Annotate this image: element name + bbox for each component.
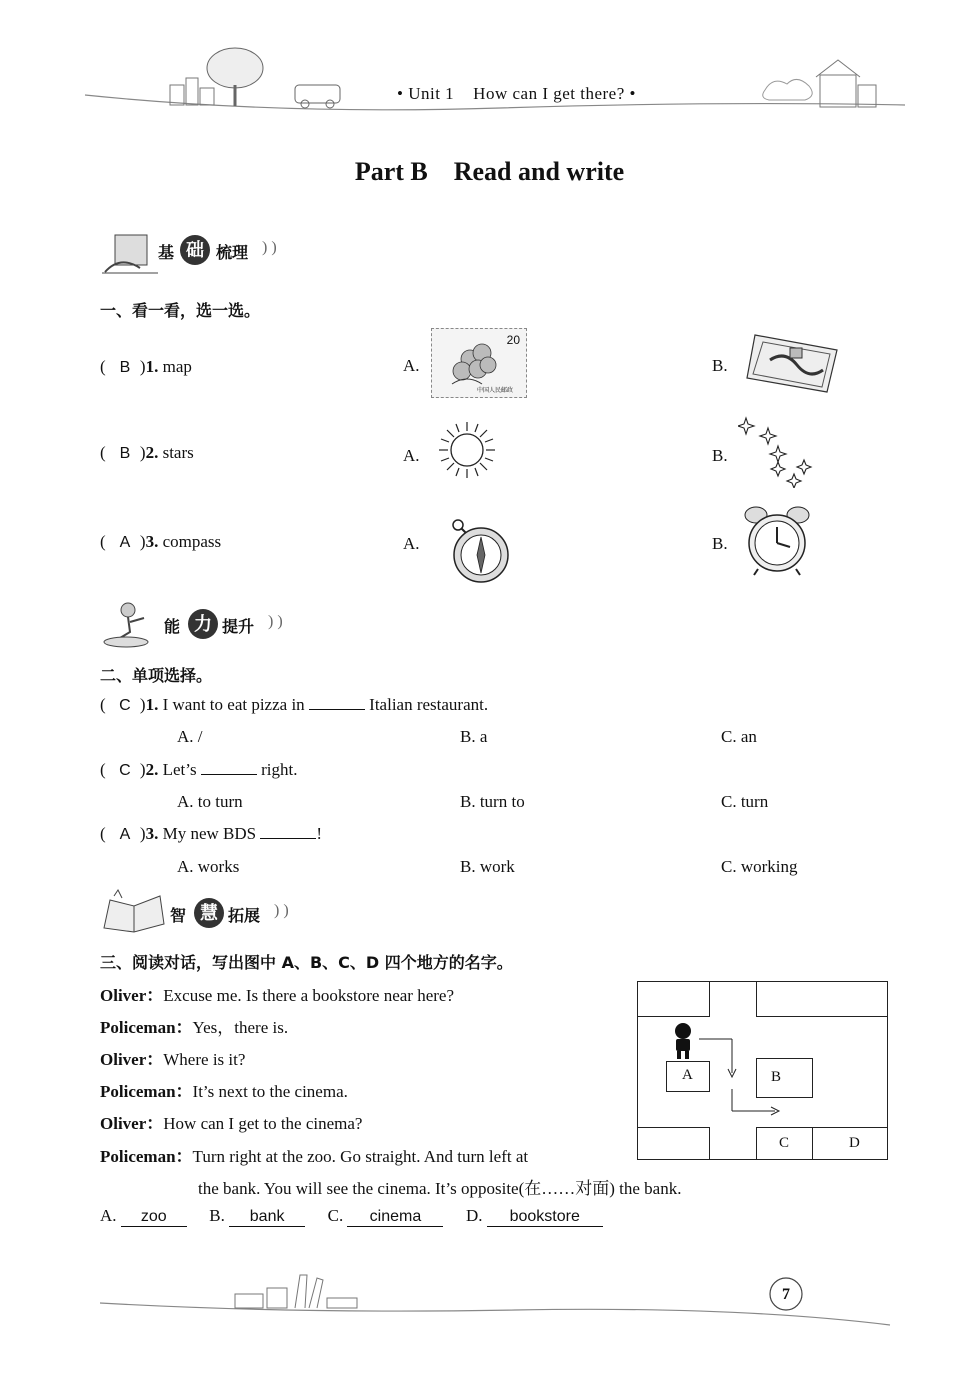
answer[interactable]: C (119, 762, 131, 779)
compass-icon[interactable] (448, 517, 513, 585)
map-block-b: B (756, 1058, 813, 1098)
slide-icon (100, 230, 160, 275)
s1-opt-b-label: B. (712, 446, 728, 465)
answer-b-field[interactable]: bank (229, 1208, 305, 1227)
stamp-icon[interactable]: 20 中国人民邮政 (431, 328, 527, 398)
s2-q2-option-b[interactable]: B. turn to (460, 792, 525, 811)
sun-icon[interactable] (437, 420, 497, 480)
page-title: Part B Read and write (354, 157, 625, 186)
blank (309, 695, 365, 710)
s2-question-3: ( A )3. My new BDS ! (100, 824, 323, 843)
s2-q2-option-c[interactable]: C. turn (721, 792, 769, 811)
map-block-a: A (666, 1061, 710, 1092)
dialogue-line: Oliver：Where is it? (100, 1050, 246, 1069)
answer[interactable]: A (119, 826, 131, 843)
map-block (637, 981, 710, 1017)
bullet-icon: • (624, 84, 636, 103)
answer[interactable]: A (119, 534, 131, 551)
header-unit: • Unit 1 How can I get there? • (397, 84, 636, 103)
map-block-d: D (812, 1127, 888, 1160)
answer-a-field[interactable]: zoo (121, 1208, 187, 1227)
person-icon (675, 1023, 691, 1059)
dialogue-line: Policeman：Turn right at the zoo. Go straight. And turn left at (100, 1147, 529, 1166)
s1-opt-b-label: B. (712, 534, 728, 553)
bullet-icon: • (397, 84, 409, 103)
blank (201, 760, 257, 775)
blank (260, 824, 316, 839)
book-icon (100, 888, 168, 938)
street-map (637, 981, 888, 1160)
dialogue-line: Oliver：How can I get to the cinema? (100, 1114, 363, 1133)
answer[interactable]: B (119, 445, 131, 462)
map-block (637, 1127, 710, 1160)
map-block-c: C (756, 1127, 813, 1160)
s1-opt-a-label: A. (403, 356, 420, 375)
s2-question-1: ( C )1. I want to eat pizza in Italian restaurant. (100, 695, 489, 714)
answer-c-field[interactable]: cinema (347, 1208, 443, 1227)
wave-icon: ) ) (262, 239, 277, 256)
header-decoration (80, 40, 910, 120)
s1-opt-a-label: A. (403, 446, 420, 465)
dialogue-line: Policeman：Yes，there is. (100, 1018, 289, 1037)
s1-opt-b-label: B. (712, 356, 728, 375)
page-number: 7 (782, 1286, 790, 1303)
s2-q1-option-b[interactable]: B. a (460, 727, 488, 746)
answer-d-field[interactable]: bookstore (487, 1208, 603, 1227)
dialogue-line: Policeman：It’s next to the cinema. (100, 1082, 348, 1101)
section3-title: 三、阅读对话，写出图中 A、B、C、D 四个地方的名字。 (100, 953, 513, 972)
map-icon[interactable] (745, 330, 840, 395)
dialogue-line: Oliver：Excuse me. Is there a bookstore near here? (100, 986, 455, 1005)
section2-title: 二、单项选择。 (100, 666, 213, 685)
s2-q3-option-b[interactable]: B. work (460, 857, 515, 876)
map-block (756, 981, 888, 1017)
stars-icon[interactable] (738, 416, 813, 488)
alarm-clock-icon[interactable] (742, 505, 812, 577)
s2-q3-option-c[interactable]: C. working (721, 857, 798, 876)
s2-question-2: ( C )2. Let’s right. (100, 760, 298, 779)
badge-ability: 能 力 提升 ) ) (100, 600, 300, 650)
answer[interactable]: C (119, 697, 131, 714)
wave-icon: ) ) (268, 613, 283, 630)
answer[interactable]: B (119, 359, 131, 376)
section1-title: 一、看一看，选一选。 (100, 301, 261, 320)
s1-item-1: ( B )1. map (100, 357, 192, 376)
dialogue-continuation: the bank. You will see the cinema. It’s opposite(在……对面) the bank. (198, 1179, 682, 1198)
s2-q1-option-a[interactable]: A. / (177, 727, 203, 746)
skater-icon (100, 600, 162, 650)
wave-icon: ) ) (274, 902, 289, 919)
s2-q2-option-a[interactable]: A. to turn (177, 792, 243, 811)
s1-item-2: ( B )2. stars (100, 443, 194, 462)
s2-q1-option-c[interactable]: C. an (721, 727, 757, 746)
badge-basic: 基 础 梳理 ) ) (100, 230, 300, 275)
s1-opt-a-label: A. (403, 534, 420, 553)
badge-wisdom: 智 慧 拓展 ) ) (100, 888, 300, 938)
s2-q3-option-a[interactable]: A. works (177, 857, 240, 876)
s1-item-3: ( A )3. compass (100, 532, 222, 551)
answers-row: A. zoo B. bank C. cinema D. bookstore (100, 1206, 603, 1227)
